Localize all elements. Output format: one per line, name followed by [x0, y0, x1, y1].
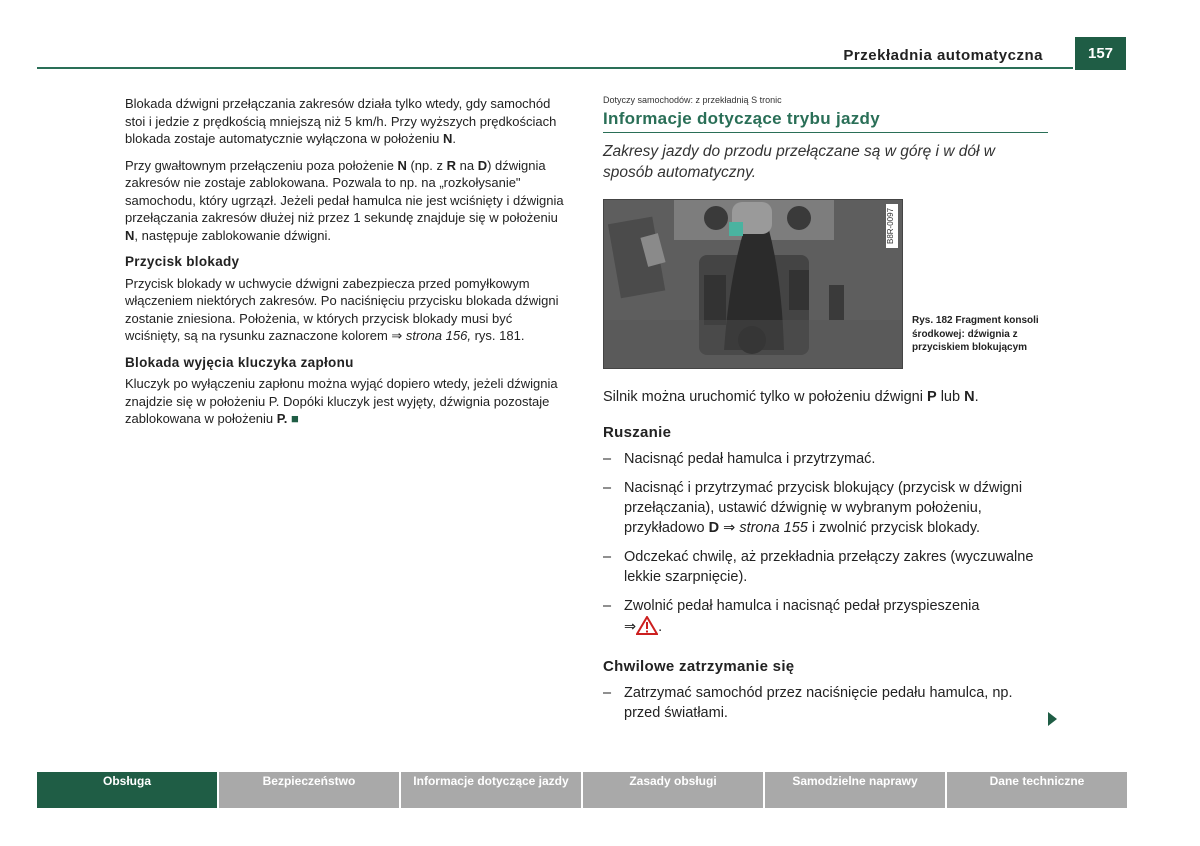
- footer-tab-zasady[interactable]: Zasady obsługi: [583, 772, 763, 808]
- page-header-title: Przekładnia automatyczna: [843, 47, 1043, 64]
- list-item: – Zwolnić pedał hamulca i nacisnąć pedał przyspieszenia ⇒ .: [603, 596, 1048, 641]
- heading-lock-button: Przycisk blokady: [125, 254, 240, 269]
- header-rule: [37, 67, 1073, 69]
- footer-tab-naprawy[interactable]: Samodzielne naprawy: [765, 772, 945, 808]
- paragraph-key-lock: Kluczyk po wyłączeniu zapłonu można wyjąć dopiero wtedy, jeżeli dźwignia znajdzie się w położeniu P. Dopóki kluczyk jest wyjęty, dźwignia pozostaje zablokowana w położeniu P. ■: [125, 376, 558, 426]
- next-page-arrow-icon[interactable]: [1048, 712, 1057, 726]
- section-title: Informacje dotyczące trybu jazdy: [603, 109, 1048, 133]
- stop-steps: [603, 683, 1048, 723]
- heading-key-lock: Blokada wyjęcia kluczyka zapłonu: [125, 354, 354, 370]
- link-page-156[interactable]: strona 156,: [405, 328, 471, 343]
- driving-instructions: [603, 387, 1048, 723]
- photo-code: B8R-0097: [886, 204, 898, 248]
- engine-start-note: Silnik można uruchomić tylko w położeniu dźwigni P lub N.: [603, 389, 979, 405]
- list-item: – Zatrzymać samochód przez naciśnięcie pedału hamulca, np. przed światłami.: [603, 683, 1048, 723]
- paragraph-lock-speed: Blokada dźwigni przełączania zakresów działa tylko wtedy, gdy samochód stoi i jedzie z prędkością mniejszą niż 5 km/h. Przy wyższych prędkościach blokada zostaje automatycznie wyłączona w położeniu N.: [125, 96, 557, 146]
- page-number: 157: [1075, 37, 1126, 70]
- paragraph-lock-button: Przycisk blokady w uchwycie dźwigni zabezpiecza przed pomyłkowym włączeniem niektórych zakresów. Po naciśnięciu przycisku blokada dźwigni zostanie zniesiona. Położenia, w których przycisk blokady musi być wciśnięty, są na rysunku zaznaczone kolorem ⇒ strona 156, rys. 181.: [125, 275, 559, 343]
- footer-navigation: [37, 772, 1127, 808]
- figure-caption: Rys. 182 Fragment konsoli środkowej: dźwignia z przyciskiem blokującym: [912, 315, 1039, 353]
- starting-steps: [603, 449, 1048, 641]
- left-column: [125, 95, 565, 437]
- paragraph-fast-shift: Przy gwałtownym przełączeniu poza położenie N (np. z R na D) dźwignia zakresów nie zostaje zablokowana. Pozwala to np. na „rozkołysanie" samochodu, który ugrzązł. Jeżeli pedał hamulca nie jest wciśnięty i dźwignia przełączania zakresów dłużej niż przez 1 sekundę znajduje się w położeniu N, następuje zablokowanie dźwigni.: [125, 157, 564, 243]
- footer-tab-dane[interactable]: Dane techniczne: [947, 772, 1127, 808]
- heading-temporary-stop: Chwilowe zatrzymanie się: [603, 658, 795, 675]
- list-item: – Nacisnąć pedał hamulca i przytrzymać.: [603, 449, 1048, 469]
- footer-tab-informacje[interactable]: Informacje dotyczące jazdy: [401, 772, 581, 808]
- section-intro: Zakresy jazdy do przodu przełączane są w górę i w dół w sposób automatyczny.: [603, 143, 995, 181]
- warning-triangle-icon[interactable]: [636, 616, 658, 641]
- footer-tab-bezpieczenstwo[interactable]: Bezpieczeństwo: [219, 772, 399, 808]
- figure-182: [603, 199, 1048, 367]
- list-item: – Odczekać chwilę, aż przekładnia przełączy zakres (wyczuwalne lekkie szarpnięcie).: [603, 547, 1048, 587]
- end-of-section-mark: ■: [291, 411, 299, 426]
- console-illustration: [604, 200, 902, 368]
- center-console-photo: [603, 199, 903, 369]
- list-item: – Nacisnąć i przytrzymać przycisk blokujący (przycisk w dźwigni przełączania), ustawić dźwignię w wybranym położeniu, przykładowo D ⇒ strona 155 i zwolnić przycisk blokady.: [603, 478, 1048, 538]
- footer-tab-obsluga[interactable]: Obsługa: [37, 772, 217, 808]
- heading-starting: Ruszanie: [603, 424, 672, 441]
- right-column: [603, 95, 1048, 732]
- applies-to-note: Dotyczy samochodów: z przekładnią S tronic: [603, 95, 782, 105]
- link-page-155[interactable]: strona 155: [739, 520, 808, 536]
